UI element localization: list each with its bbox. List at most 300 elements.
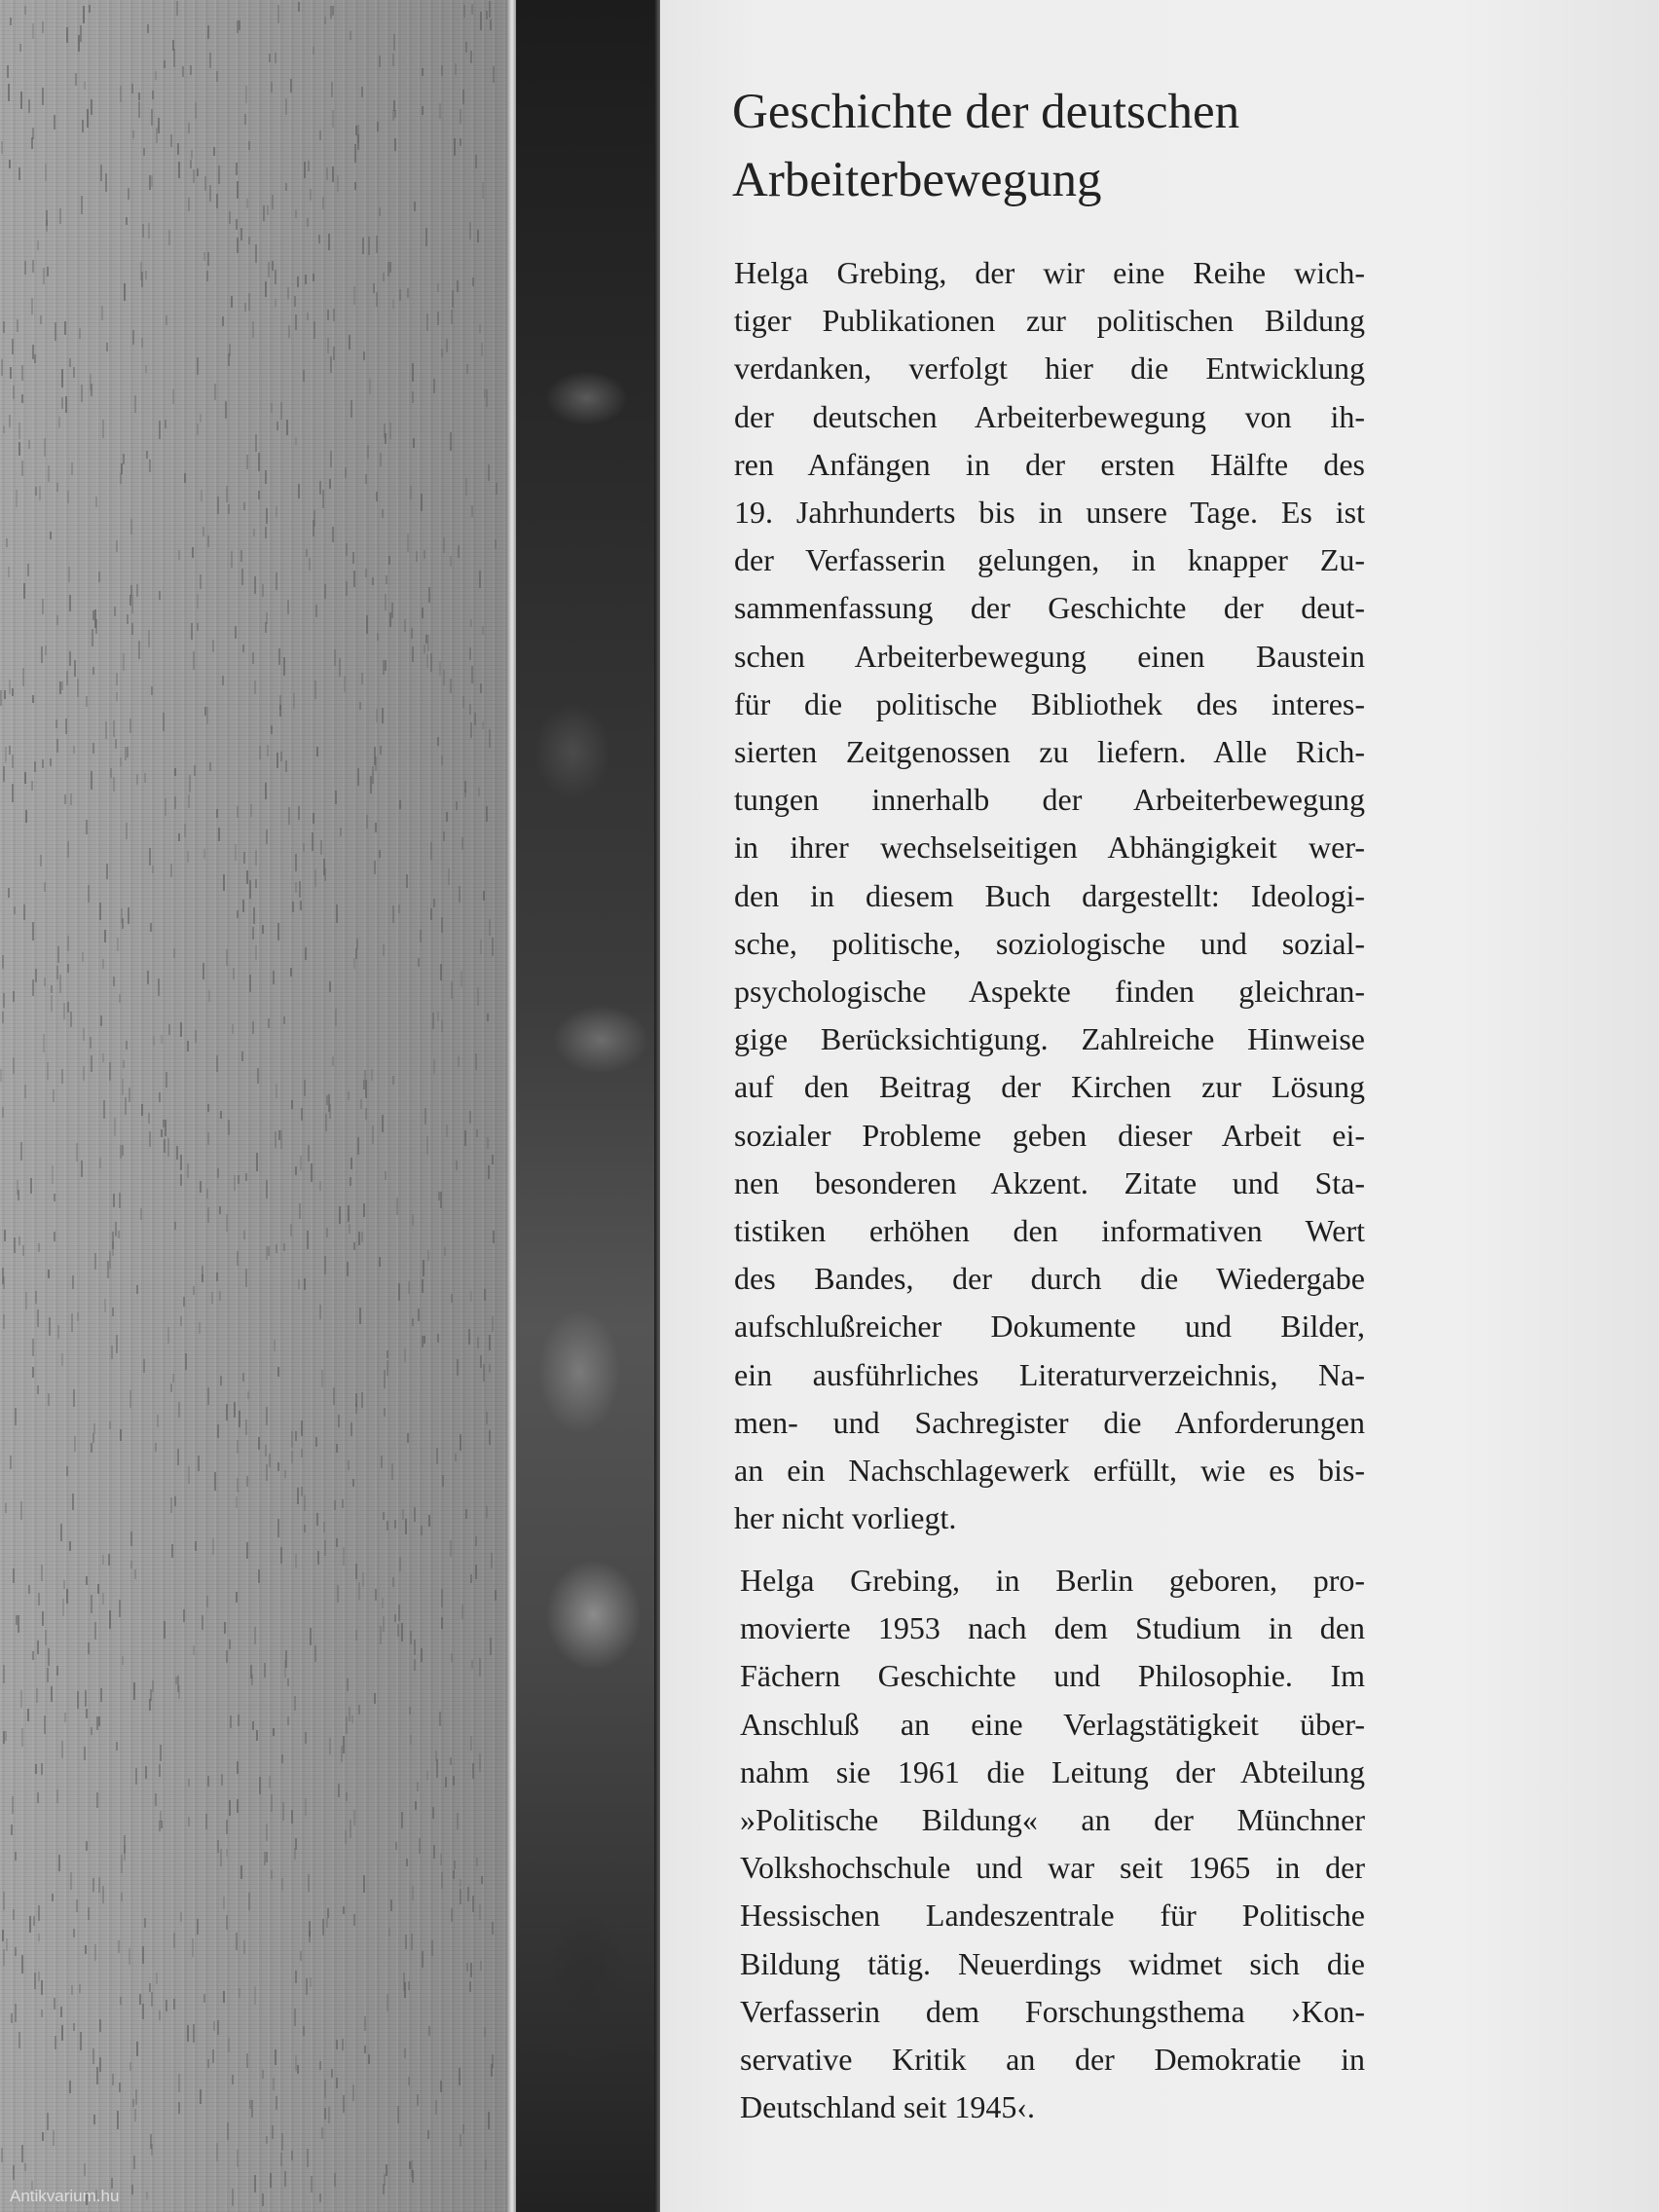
texture-dash — [161, 1821, 163, 1828]
texture-dash — [398, 904, 400, 913]
texture-dash — [239, 20, 240, 30]
texture-dash — [183, 1297, 185, 1307]
texture-dash — [93, 2115, 95, 2124]
texture-dash — [38, 1934, 40, 1941]
texture-dash — [178, 550, 180, 560]
texture-dash — [294, 296, 296, 307]
texture-dash — [361, 673, 363, 684]
texture-dash — [138, 641, 140, 659]
texture-dash — [96, 1792, 98, 1808]
texture-dash — [35, 969, 37, 982]
texture-dash — [446, 1124, 448, 1137]
texture-dash — [44, 1715, 46, 1734]
texture-dash — [217, 497, 219, 514]
texture-dash — [439, 661, 441, 676]
texture-dash — [299, 1203, 301, 1219]
texture-dash — [339, 658, 341, 677]
texture-dash — [159, 591, 161, 600]
texture-dash — [280, 1130, 282, 1149]
texture-dash — [92, 1433, 94, 1443]
texture-dash — [197, 424, 199, 435]
texture-dash — [305, 275, 307, 284]
texture-dash — [332, 6, 334, 16]
texture-dash — [264, 1663, 266, 1677]
texture-dash — [141, 1104, 143, 1116]
texture-dash — [159, 2010, 161, 2020]
texture-dash — [237, 1251, 239, 1266]
texture-dash — [24, 1085, 26, 1098]
texture-dash — [91, 1595, 92, 1613]
texture-dash — [98, 571, 100, 582]
texture-dash — [74, 1436, 76, 1452]
texture-dash — [79, 328, 81, 339]
texture-dash — [50, 758, 52, 766]
texture-dash — [358, 1232, 360, 1245]
texture-dash — [150, 1689, 152, 1701]
texture-dash — [91, 1443, 92, 1453]
texture-dash — [262, 2070, 264, 2079]
texture-dash — [32, 1651, 34, 1660]
texture-dash — [14, 906, 16, 914]
texture-dash — [307, 1231, 309, 1249]
texture-dash — [440, 1854, 442, 1865]
texture-dash — [180, 1022, 182, 1037]
texture-dash — [151, 109, 153, 126]
texture-dash — [303, 843, 305, 852]
texture-dash — [330, 356, 332, 373]
texture-dash — [203, 1994, 205, 2003]
texture-dash — [487, 1014, 489, 1021]
texture-dash — [12, 1796, 14, 1814]
texture-dash — [269, 1776, 271, 1788]
texture-dash — [412, 1214, 414, 1226]
texture-dash — [383, 273, 385, 281]
texture-dash — [390, 1899, 392, 1911]
texture-dash — [313, 321, 315, 339]
texture-dash — [376, 292, 378, 307]
texture-dash — [206, 271, 208, 281]
texture-dash — [1, 359, 3, 376]
texture-dash — [280, 1547, 282, 1564]
texture-dash — [21, 1955, 23, 1973]
cover-photo-strip — [516, 0, 657, 2212]
texture-dash — [306, 549, 308, 557]
texture-dash — [52, 1894, 54, 1901]
texture-dash — [246, 1542, 248, 1559]
texture-dash — [258, 1437, 260, 1450]
texture-dash — [203, 252, 205, 261]
texture-dash — [466, 1963, 468, 1972]
texture-dash — [112, 1308, 114, 1316]
texture-dash — [241, 1051, 243, 1061]
texture-dash — [252, 927, 254, 940]
texture-dash — [439, 1712, 441, 1726]
texture-dash — [113, 1194, 115, 1207]
texture-dash — [13, 1568, 15, 1583]
texture-dash — [363, 351, 365, 360]
texture-dash — [5, 747, 7, 762]
texture-dash — [352, 552, 354, 564]
texture-dash — [376, 709, 378, 722]
texture-dash — [495, 1590, 497, 1601]
texture-dash — [238, 1175, 240, 1184]
texture-dash — [219, 1206, 221, 1214]
texture-dash — [211, 1292, 213, 1304]
texture-dash — [64, 794, 66, 804]
texture-dash — [245, 1419, 247, 1435]
texture-dash — [267, 205, 269, 215]
texture-dash — [100, 1015, 102, 1026]
texture-dash — [419, 1838, 421, 1854]
texture-dash — [130, 1561, 132, 1568]
texture-dash — [76, 1143, 78, 1161]
texture-dash — [129, 1390, 131, 1408]
texture-dash — [246, 1476, 248, 1487]
texture-dash — [479, 1658, 481, 1677]
texture-dash — [290, 79, 292, 92]
texture-dash — [59, 975, 61, 993]
texture-dash — [53, 1089, 55, 1102]
texture-dash — [140, 1208, 142, 1220]
texture-dash — [92, 629, 93, 646]
texture-dash — [216, 194, 218, 208]
texture-dash — [188, 1779, 190, 1787]
texture-dash — [320, 840, 322, 855]
texture-dash — [485, 2159, 487, 2170]
texture-dash — [355, 126, 357, 135]
texture-dash — [12, 755, 14, 768]
texture-dash — [159, 1092, 161, 1102]
texture-dash — [141, 338, 143, 348]
texture-dash — [440, 2081, 442, 2092]
texture-dash — [255, 850, 257, 866]
texture-dash — [144, 1918, 146, 1928]
texture-dash — [459, 886, 461, 903]
texture-dash — [23, 904, 25, 920]
texture-dash — [255, 244, 257, 263]
texture-dash — [475, 1536, 477, 1546]
texture-dash — [180, 1174, 182, 1186]
texture-dash — [394, 138, 396, 151]
texture-dash — [207, 1776, 209, 1787]
texture-dash — [399, 800, 401, 809]
texture-dash — [68, 567, 70, 582]
texture-dash — [464, 1130, 466, 1146]
texture-dash — [309, 1931, 311, 1942]
text-line: gige Berücksichtigung. Zahlreiche Hinweise — [734, 1021, 1365, 1057]
texture-dash — [461, 1604, 463, 1619]
texture-dash — [226, 1214, 228, 1232]
texture-dash — [7, 65, 9, 78]
texture-dash — [414, 1640, 416, 1655]
texture-dash — [332, 527, 334, 542]
texture-dash — [170, 1383, 172, 1392]
texture-dash — [347, 1262, 349, 1276]
texture-dash — [291, 1100, 293, 1109]
texture-dash — [178, 2074, 180, 2092]
texture-dash — [269, 54, 271, 62]
texture-dash — [437, 312, 439, 325]
texture-dash — [69, 651, 71, 666]
texture-dash — [98, 1716, 100, 1726]
texture-dash — [223, 1991, 225, 2003]
texture-dash — [467, 1887, 469, 1901]
texture-dash — [291, 2151, 293, 2160]
texture-dash — [197, 1919, 199, 1935]
texture-dash — [191, 623, 193, 640]
text-line: Helga Grebing, in Berlin geboren, pro- — [740, 1563, 1365, 1598]
texture-dash — [266, 1464, 268, 1481]
texture-dash — [136, 774, 138, 785]
texture-dash — [275, 2049, 276, 2065]
texture-dash — [237, 2150, 239, 2167]
texture-dash — [407, 534, 409, 552]
texture-dash — [445, 1777, 447, 1788]
texture-dash — [123, 653, 125, 671]
texture-dash — [115, 739, 117, 749]
texture-dash — [387, 1360, 388, 1376]
texture-dash — [109, 1251, 111, 1269]
texture-dash — [56, 483, 58, 492]
texture-dash — [20, 1501, 22, 1520]
texture-dash — [84, 2163, 86, 2176]
texture-dash — [3, 766, 5, 782]
texture-dash — [324, 1540, 326, 1556]
texture-dash — [336, 1538, 338, 1547]
texture-dash — [25, 1292, 27, 1309]
texture-dash — [70, 1872, 72, 1890]
texture-dash — [47, 2113, 49, 2130]
texture-dash — [350, 1158, 352, 1169]
texture-dash — [138, 101, 140, 118]
texture-dash — [134, 2109, 136, 2121]
text-line: 19. Jahrhunderts bis in unsere Tage. Es ist — [734, 495, 1365, 531]
texture-dash — [381, 1456, 383, 1468]
texture-dash — [299, 881, 301, 898]
texture-dash — [123, 1060, 125, 1068]
texture-dash — [298, 484, 300, 498]
texture-dash — [245, 86, 247, 103]
texture-dash — [129, 2062, 131, 2071]
texture-dash — [142, 1946, 144, 1964]
texture-dash — [173, 1999, 175, 2009]
texture-dash — [460, 109, 461, 124]
texture-dash — [418, 958, 420, 967]
texture-dash — [48, 465, 50, 482]
texture-dash — [375, 823, 377, 832]
texture-dash — [281, 1878, 283, 1891]
texture-dash — [95, 497, 97, 507]
texture-dash — [469, 1981, 471, 1992]
texture-dash — [366, 815, 368, 829]
texture-dash — [118, 1231, 120, 1238]
texture-dash — [164, 60, 166, 68]
texture-dash — [490, 19, 492, 30]
texture-dash — [358, 1705, 360, 1714]
texture-dash — [412, 2170, 414, 2183]
text-line: ein ausführliches Literaturverzeichnis, Na- — [734, 1356, 1365, 1392]
texture-dash — [468, 1329, 470, 1345]
texture-dash — [343, 1547, 345, 1566]
texture-dash — [195, 102, 197, 119]
texture-dash — [35, 1291, 37, 1304]
texture-dash — [23, 583, 25, 599]
texture-dash — [433, 1845, 435, 1859]
texture-dash — [363, 1875, 365, 1893]
texture-dash — [380, 453, 382, 466]
texture-dash — [10, 367, 12, 379]
texture-dash — [37, 1385, 39, 1394]
texture-dash — [178, 1685, 180, 1699]
text-line: sche, politische, soziologische und sozial- — [734, 925, 1365, 961]
text-line: sammenfassung der Geschichte der deut- — [734, 590, 1365, 626]
text-line: der deutschen Arbeiterbewegung von ih- — [734, 398, 1365, 434]
texture-dash — [45, 164, 47, 181]
texture-dash — [316, 1513, 318, 1526]
texture-dash — [483, 1364, 485, 1382]
texture-dash — [283, 657, 285, 676]
texture-dash — [207, 1104, 209, 1112]
texture-dash — [3, 425, 5, 433]
texture-dash — [269, 1454, 271, 1467]
texture-dash — [334, 649, 336, 666]
texture-dash — [98, 1877, 100, 1893]
texture-dash — [268, 1018, 270, 1028]
texture-dash — [69, 1541, 71, 1551]
texture-dash — [349, 335, 350, 350]
texture-dash — [205, 1814, 207, 1829]
texture-dash — [82, 952, 84, 962]
texture-dash — [436, 1759, 438, 1778]
texture-dash — [397, 2106, 399, 2123]
texture-dash — [204, 707, 206, 716]
texture-dash — [237, 806, 239, 818]
texture-dash — [176, 1, 178, 16]
texture-dash — [12, 339, 14, 354]
texture-dash — [55, 719, 57, 728]
texture-dash — [271, 725, 273, 734]
texture-dash — [133, 2156, 135, 2169]
texture-dash — [268, 1246, 270, 1256]
texture-dash — [335, 1009, 337, 1026]
texture-dash — [17, 319, 18, 332]
texture-dash — [461, 971, 462, 987]
texture-dash — [73, 367, 75, 378]
texture-dash — [315, 605, 317, 617]
texture-dash — [290, 1224, 292, 1236]
texture-dash — [374, 861, 376, 874]
texture-dash — [164, 1139, 166, 1153]
texture-dash — [135, 1768, 137, 1785]
texture-dash — [340, 828, 342, 836]
texture-dash — [255, 945, 257, 960]
texture-dash — [50, 532, 52, 539]
texture-dash — [55, 322, 56, 341]
texture-dash — [9, 160, 11, 168]
text-line: nahm sie 1961 die Leitung der Abteilung — [740, 1753, 1365, 1789]
texture-dash — [243, 1940, 245, 1954]
texture-dash — [298, 806, 300, 820]
texture-dash — [243, 1231, 245, 1239]
texture-dash — [83, 1066, 85, 1081]
texture-dash — [333, 347, 335, 360]
text-line: an ein Nachschlagewerk erfüllt, wie es bis- — [734, 1453, 1365, 1489]
texture-dash — [318, 235, 320, 243]
texture-dash — [314, 1645, 316, 1662]
texture-dash — [80, 25, 82, 42]
texture-dash — [353, 958, 355, 969]
texture-dash — [374, 1693, 376, 1704]
texture-dash — [295, 1971, 297, 1983]
texture-dash — [158, 118, 160, 133]
texture-dash — [15, 2004, 17, 2022]
texture-dash — [132, 330, 134, 345]
texture-dash — [274, 1340, 276, 1351]
texture-dash — [424, 645, 425, 653]
texture-dash — [6, 1938, 8, 1951]
texture-dash — [266, 1180, 268, 1198]
texture-dash — [42, 599, 44, 614]
texture-dash — [330, 451, 332, 467]
texture-dash — [116, 1742, 118, 1751]
texture-dash — [431, 1940, 433, 1956]
texture-dash — [130, 585, 132, 596]
texture-dash — [446, 339, 448, 352]
texture-dash — [411, 628, 413, 639]
texture-dash — [488, 464, 490, 481]
texture-dash — [410, 1735, 412, 1745]
texture-dash — [216, 809, 218, 818]
text-line: Deutschland seit 1945‹. — [740, 2089, 1036, 2125]
texture-dash — [281, 2133, 283, 2151]
texture-dash — [150, 923, 152, 932]
texture-dash — [200, 414, 202, 423]
texture-dash — [52, 1165, 54, 1184]
texture-dash — [19, 44, 21, 52]
texture-dash — [217, 2020, 219, 2035]
texture-dash — [8, 888, 10, 898]
texture-dash — [197, 594, 199, 608]
texture-dash — [22, 668, 24, 686]
texture-dash — [334, 2173, 336, 2187]
texture-dash — [11, 1825, 13, 1835]
texture-dash — [327, 338, 329, 353]
texture-dash — [8, 84, 10, 101]
text-line: sierten Zeitgenossen zu liefern. Alle Rich- — [734, 734, 1365, 770]
texture-dash — [276, 422, 278, 430]
texture-dash — [195, 1030, 197, 1043]
texture-dash — [298, 2, 300, 12]
texture-dash — [275, 53, 276, 63]
texture-dash — [465, 42, 467, 53]
texture-dash — [127, 614, 129, 624]
texture-dash — [278, 648, 280, 665]
texture-dash — [255, 434, 257, 452]
texture-dash — [404, 2048, 406, 2058]
texture-dash — [102, 420, 104, 438]
texture-dash — [407, 288, 409, 298]
texture-dash — [346, 543, 348, 556]
texture-dash — [364, 2016, 366, 2031]
texture-dash — [166, 315, 167, 325]
texture-dash — [180, 1912, 182, 1922]
texture-dash — [131, 84, 133, 93]
texture-dash — [223, 874, 225, 891]
texture-dash — [488, 2112, 490, 2129]
texture-dash — [339, 1206, 341, 1224]
texture-dash — [290, 968, 292, 977]
texture-dash — [342, 2039, 344, 2050]
